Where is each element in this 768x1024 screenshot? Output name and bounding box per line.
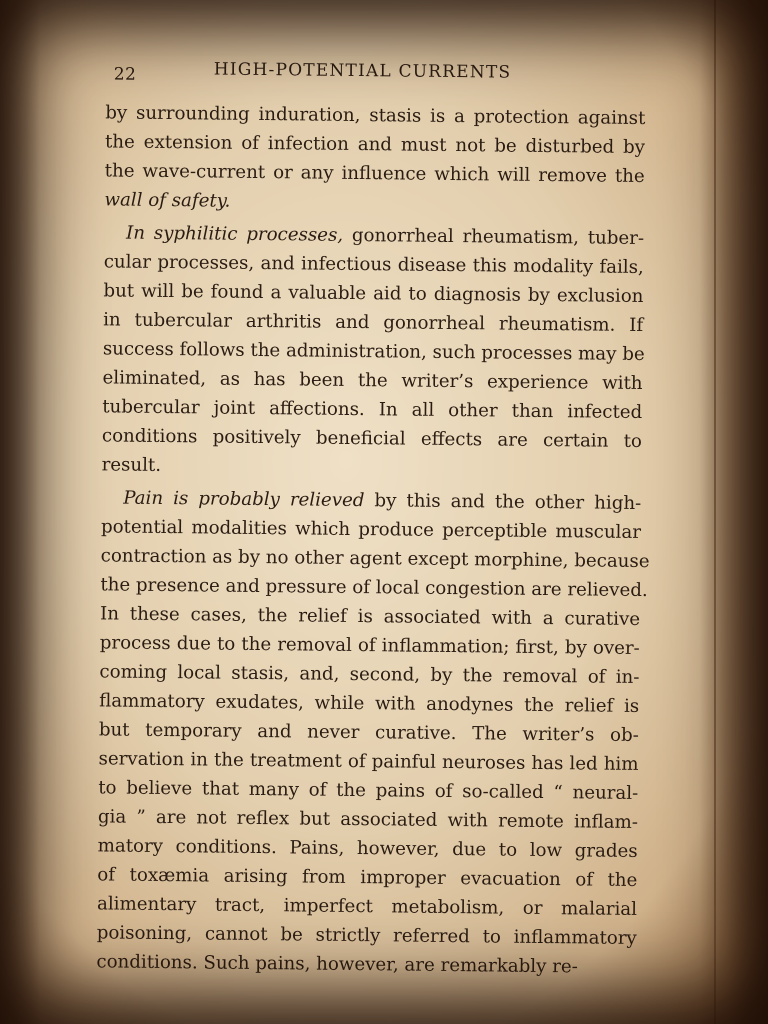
page-number: 22	[113, 64, 137, 85]
line-text: gonorrheal rheumatism, tuber-	[343, 224, 645, 250]
line-text: eliminated, as has been the writer’s experience with	[102, 367, 643, 395]
italic-run-in-heading: Pain is probably relieved	[123, 487, 365, 512]
line-text: cular processes, and infectious disease this modality fails,	[103, 251, 644, 279]
text-line	[96, 947, 636, 982]
line-text: coming local stasis, and, second, by the removal of in-	[99, 661, 640, 688]
book-page	[60, 50, 670, 996]
text-line	[102, 421, 642, 456]
line-text: in tubercular arthritis and gonorrheal rheumatism. If	[103, 309, 644, 337]
line-text: tubercular joint affections. In all other than infected	[102, 396, 643, 424]
page-edge	[714, 0, 716, 1024]
page-header	[70, 50, 670, 96]
line-text: success follows the administration, such processes may be	[102, 338, 645, 366]
paragraph	[104, 98, 645, 220]
line-text: the wave-current or any influence which will remove the	[104, 160, 645, 188]
line-text: by surrounding induration, stasis is a protection against	[105, 102, 646, 130]
page-left-shadow	[0, 0, 40, 1024]
line-text: contraction as by no other agent except morphine, because	[100, 545, 650, 573]
line-text: but temporary and never curative. The writer’s ob-	[98, 719, 639, 746]
line-text: potential modalities which produce perceptible muscular	[100, 516, 642, 544]
line-text: the extension of infection and must not be disturbed by	[104, 131, 646, 159]
line-text: alimentary tract, imperfect metabolism, or malarial	[96, 893, 638, 920]
line-text: gia ” are not reflex but associated with remote inflam-	[97, 806, 639, 833]
line-text: In these cases, the relief is associated with a curative	[99, 603, 641, 631]
line-text: flammatory exudates, while with anodynes the relief is	[99, 690, 640, 717]
body-text	[96, 98, 650, 982]
line-text: servation in the treatment of painful neuroses has led him	[98, 748, 639, 775]
line-text: wall of safety.	[104, 189, 231, 212]
book-spine-shadow	[700, 0, 768, 1024]
running-head: HIGH-POTENTIAL CURRENTS	[213, 59, 512, 83]
line-text: by this and the other high-	[364, 490, 642, 515]
line-text: result.	[101, 454, 162, 476]
line-text: process due to the removal of inflammation; first, by over-	[99, 632, 640, 659]
line-text: to believe that many of the pains of so-called “ neural-	[98, 777, 639, 804]
italic-run-in-heading: In syphilitic processes,	[125, 222, 344, 246]
line-text: of toxæmia arising from improper evacuation of the	[97, 864, 638, 891]
paragraph	[102, 218, 645, 485]
line-text: but will be found a valuable aid to diagnosis by exclusion	[103, 280, 644, 308]
text-line	[104, 185, 644, 220]
paragraph	[96, 483, 650, 982]
line-text: the presence and pressure of local congestion are relieved.	[100, 574, 648, 602]
line-text: conditions. Such pains, however, are remarkably re-	[96, 951, 578, 978]
line-text: poisoning, cannot be strictly referred to inflammatory	[96, 922, 637, 949]
line-text: matory conditions. Pains, however, due to low grades	[97, 835, 638, 862]
line-text: conditions positively beneficial effects are certain to	[101, 425, 643, 453]
